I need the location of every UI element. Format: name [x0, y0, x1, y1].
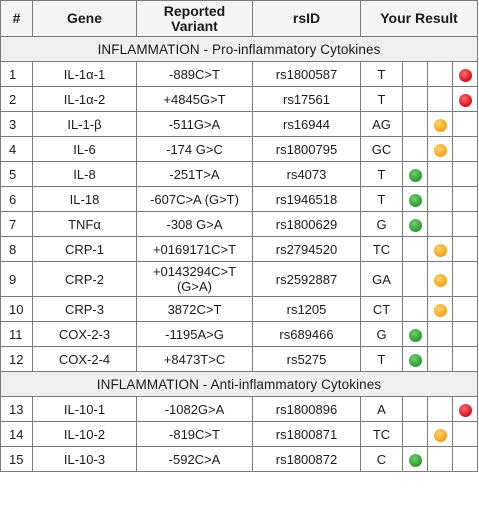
indicator-cell-green — [403, 297, 428, 322]
row-number: 15 — [1, 447, 33, 472]
header-variant-line2: Variant — [171, 17, 218, 34]
indicator-cell-red — [453, 397, 478, 422]
row-number: 13 — [1, 397, 33, 422]
indicator-cell-red — [453, 422, 478, 447]
reported-variant — [137, 87, 253, 112]
rsid: rs16944 — [253, 112, 361, 137]
red-dot-icon — [459, 404, 472, 417]
reported-variant — [137, 397, 253, 422]
rsid: rs2794520 — [253, 237, 361, 262]
table-row — [1, 137, 478, 162]
section-row — [1, 372, 478, 397]
indicator-cell-green — [403, 322, 428, 347]
section-title: INFLAMMATION - Pro-inflammatory Cytokines — [1, 37, 478, 62]
genotype-result: AG — [361, 112, 403, 137]
gene-name: IL-1α-2 — [33, 87, 137, 112]
indicator-cell-yellow — [428, 87, 453, 112]
variant-line: +0143294C>T — [152, 264, 237, 279]
table-row — [1, 237, 478, 262]
table-row — [1, 62, 478, 87]
gene-name: COX-2-4 — [33, 347, 137, 372]
green-dot-icon — [409, 329, 422, 342]
reported-variant — [137, 187, 253, 212]
section-title: INFLAMMATION - Anti-inflammatory Cytokines — [1, 372, 478, 397]
variant-line: -1195A>G — [165, 326, 224, 342]
indicator-cell-red — [453, 262, 478, 297]
header-rsid: rsID — [253, 1, 361, 37]
indicator-cell-red — [453, 137, 478, 162]
reported-variant — [137, 262, 253, 297]
genotype-result: A — [361, 397, 403, 422]
genotype-result: G — [361, 212, 403, 237]
indicator-cell-green — [403, 62, 428, 87]
variant-line: -174 G>C — [166, 141, 223, 157]
indicator-cell-yellow — [428, 112, 453, 137]
indicator-cell-red — [453, 447, 478, 472]
genotype-result: T — [361, 162, 403, 187]
gene-name: IL-6 — [33, 137, 137, 162]
indicator-cell-green — [403, 212, 428, 237]
row-number: 10 — [1, 297, 33, 322]
gene-name: TNFα — [33, 212, 137, 237]
indicator-cell-green — [403, 137, 428, 162]
indicator-cell-green — [403, 422, 428, 447]
table-row — [1, 187, 478, 212]
reported-variant — [137, 137, 253, 162]
indicator-cell-yellow — [428, 187, 453, 212]
green-dot-icon — [409, 194, 422, 207]
rsid: rs1800872 — [253, 447, 361, 472]
indicator-cell-yellow — [428, 137, 453, 162]
indicator-cell-green — [403, 262, 428, 297]
header-result: Your Result — [361, 1, 478, 37]
genotype-result: T — [361, 62, 403, 87]
red-dot-icon — [459, 94, 472, 107]
indicator-cell-red — [453, 212, 478, 237]
variant-line: +4845G>T — [163, 91, 226, 107]
indicator-cell-green — [403, 397, 428, 422]
indicator-cell-yellow — [428, 347, 453, 372]
indicator-cell-yellow — [428, 162, 453, 187]
rsid: rs1946518 — [253, 187, 361, 212]
reported-variant — [137, 237, 253, 262]
indicator-cell-red — [453, 112, 478, 137]
yellow-dot-icon — [434, 429, 447, 442]
genotype-result: CT — [361, 297, 403, 322]
variant-line: -607C>A (G>T) — [150, 191, 239, 207]
indicator-cell-yellow — [428, 447, 453, 472]
indicator-cell-yellow — [428, 322, 453, 347]
indicator-cell-yellow — [428, 262, 453, 297]
reported-variant — [137, 322, 253, 347]
rsid: rs2592887 — [253, 262, 361, 297]
indicator-cell-yellow — [428, 62, 453, 87]
reported-variant — [137, 212, 253, 237]
gene-name: IL-10-1 — [33, 397, 137, 422]
gene-name: IL-1-β — [33, 112, 137, 137]
row-number: 5 — [1, 162, 33, 187]
indicator-cell-yellow — [428, 237, 453, 262]
indicator-cell-yellow — [428, 422, 453, 447]
header-variant — [137, 1, 253, 37]
red-dot-icon — [459, 69, 472, 82]
indicator-cell-red — [453, 347, 478, 372]
indicator-cell-red — [453, 87, 478, 112]
row-number: 14 — [1, 422, 33, 447]
yellow-dot-icon — [434, 144, 447, 157]
row-number: 9 — [1, 262, 33, 297]
reported-variant — [137, 447, 253, 472]
reported-variant — [137, 297, 253, 322]
yellow-dot-icon — [434, 119, 447, 132]
gene-name: IL-1α-1 — [33, 62, 137, 87]
reported-variant — [137, 422, 253, 447]
table-row — [1, 262, 478, 297]
green-dot-icon — [409, 454, 422, 467]
table-row — [1, 87, 478, 112]
table-row — [1, 297, 478, 322]
variant-line: -251T>A — [169, 166, 220, 182]
reported-variant — [137, 162, 253, 187]
genotype-result: G — [361, 322, 403, 347]
indicator-cell-red — [453, 322, 478, 347]
rsid: rs17561 — [253, 87, 361, 112]
row-number: 11 — [1, 322, 33, 347]
yellow-dot-icon — [434, 274, 447, 287]
variant-line: -511G>A — [168, 116, 221, 132]
indicator-cell-red — [453, 62, 478, 87]
indicator-cell-red — [453, 237, 478, 262]
row-number: 2 — [1, 87, 33, 112]
indicator-cell-yellow — [428, 212, 453, 237]
header-gene: Gene — [33, 1, 137, 37]
variant-line: (G>A) — [176, 279, 213, 294]
variant-line: 3872C>T — [167, 301, 222, 317]
genotype-result: T — [361, 347, 403, 372]
genotype-result: GC — [361, 137, 403, 162]
header-row — [1, 1, 478, 37]
rsid: rs1800587 — [253, 62, 361, 87]
green-dot-icon — [409, 169, 422, 182]
green-dot-icon — [409, 354, 422, 367]
green-dot-icon — [409, 219, 422, 232]
indicator-cell-red — [453, 297, 478, 322]
row-number: 3 — [1, 112, 33, 137]
table-row — [1, 447, 478, 472]
gene-name: CRP-2 — [33, 262, 137, 297]
row-number: 7 — [1, 212, 33, 237]
table-row — [1, 422, 478, 447]
genotype-result: T — [361, 87, 403, 112]
table-row — [1, 212, 478, 237]
header-num: # — [1, 1, 33, 37]
gene-name: IL-18 — [33, 187, 137, 212]
table-row — [1, 347, 478, 372]
reported-variant — [137, 62, 253, 87]
indicator-cell-yellow — [428, 397, 453, 422]
row-number: 12 — [1, 347, 33, 372]
gene-name: IL-10-3 — [33, 447, 137, 472]
genotype-result: T — [361, 187, 403, 212]
indicator-cell-green — [403, 187, 428, 212]
rsid: rs1800629 — [253, 212, 361, 237]
indicator-cell-green — [403, 112, 428, 137]
rsid: rs4073 — [253, 162, 361, 187]
indicator-cell-green — [403, 87, 428, 112]
rsid: rs1205 — [253, 297, 361, 322]
genotype-result: C — [361, 447, 403, 472]
variant-line: -819C>T — [169, 426, 220, 442]
yellow-dot-icon — [434, 304, 447, 317]
rsid: rs1800871 — [253, 422, 361, 447]
indicator-cell-green — [403, 237, 428, 262]
row-number: 4 — [1, 137, 33, 162]
indicator-cell-green — [403, 347, 428, 372]
variant-line: -889C>T — [169, 66, 220, 82]
section-row — [1, 37, 478, 62]
rsid: rs689466 — [253, 322, 361, 347]
table-row — [1, 397, 478, 422]
gene-name: IL-8 — [33, 162, 137, 187]
yellow-dot-icon — [434, 244, 447, 257]
reported-variant — [137, 347, 253, 372]
variant-line: -592C>A — [168, 451, 221, 467]
variant-line: +0169171C>T — [152, 241, 237, 257]
row-number: 1 — [1, 62, 33, 87]
rsid: rs1800896 — [253, 397, 361, 422]
genotype-result: GA — [361, 262, 403, 297]
indicator-cell-yellow — [428, 297, 453, 322]
reported-variant — [137, 112, 253, 137]
variant-line: +8473T>C — [163, 351, 226, 367]
row-number: 8 — [1, 237, 33, 262]
table-row — [1, 322, 478, 347]
table-row — [1, 112, 478, 137]
gene-name: COX-2-3 — [33, 322, 137, 347]
header-variant-line1: Reported — [163, 2, 226, 19]
indicator-cell-red — [453, 187, 478, 212]
rsid: rs5275 — [253, 347, 361, 372]
rsid: rs1800795 — [253, 137, 361, 162]
row-number: 6 — [1, 187, 33, 212]
table-row — [1, 162, 478, 187]
gene-name: CRP-1 — [33, 237, 137, 262]
indicator-cell-red — [453, 162, 478, 187]
genotype-result: TC — [361, 237, 403, 262]
indicator-cell-green — [403, 447, 428, 472]
indicator-cell-green — [403, 162, 428, 187]
gene-name: IL-10-2 — [33, 422, 137, 447]
variant-line: -1082G>A — [164, 401, 225, 417]
genotype-result: TC — [361, 422, 403, 447]
variant-line: -308 G>A — [166, 216, 223, 232]
results-body — [1, 37, 478, 472]
gene-name: CRP-3 — [33, 297, 137, 322]
